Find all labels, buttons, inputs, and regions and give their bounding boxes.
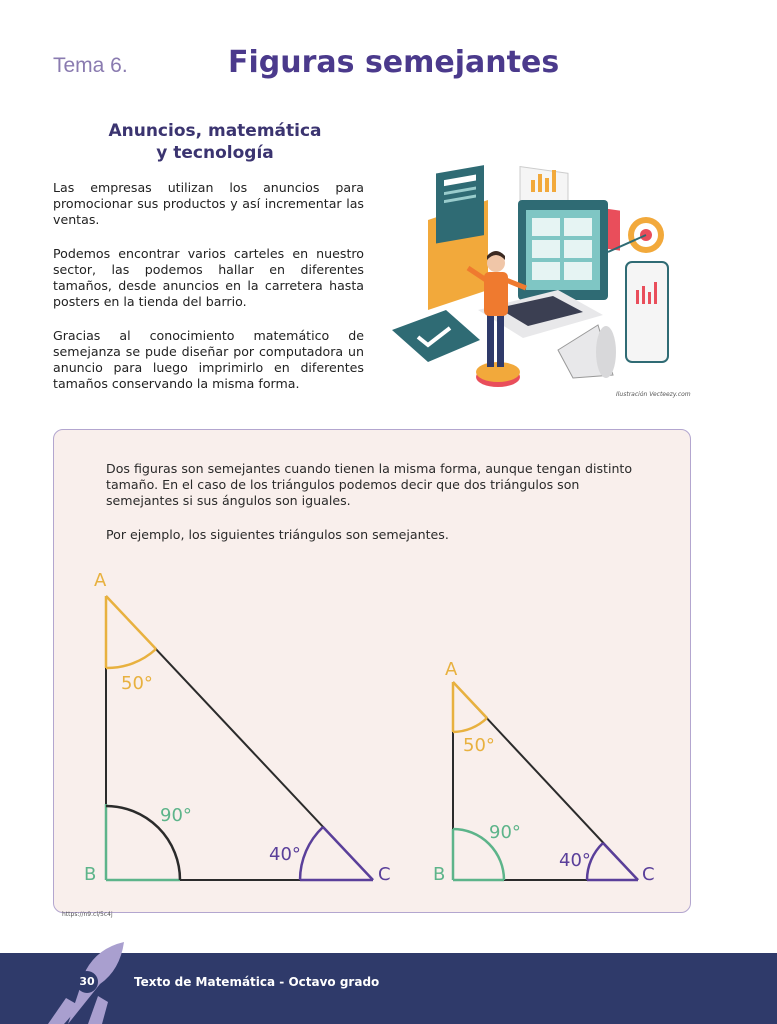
subtitle-line-2: y tecnología [156, 143, 274, 163]
large-angle-c-arc [300, 827, 323, 880]
illustration-credit: Ilustración Vecteezy.com [616, 391, 691, 398]
small-vertex-c-label: C [642, 864, 655, 885]
page-title: Figuras semejantes [228, 45, 560, 80]
large-angle-b-label: 90° [160, 805, 192, 826]
large-triangle [106, 596, 373, 880]
small-angle-b-label: 90° [489, 822, 521, 843]
small-vertex-a-label: A [445, 659, 458, 680]
page-number: 30 [76, 971, 98, 993]
small-triangle [453, 682, 638, 880]
large-vertex-c-label: C [378, 864, 391, 885]
small-angle-a-arc [453, 718, 487, 732]
paragraph-3: Gracias al conocimiento matemático de semejanza se pude diseñar por computadora un anuncio para luego imprimirlo en diferentes tamaños conservando la misma forma. [53, 328, 364, 391]
small-vertex-b-label: B [433, 864, 446, 885]
paragraph-1: Las empresas utilizan los anuncios para promocionar sus productos y así incrementar las ventas. [53, 180, 364, 227]
subtitle-line-1: Anuncios, matemática [108, 121, 322, 141]
definition-text: Dos figuras son semejantes cuando tienen la misma forma, aunque tengan distinto tamaño. En el caso de los triángulos podemos decir que dos triángulos son semejantes si sus ángulos son iguales. [106, 461, 633, 508]
small-angle-a-label: 50° [463, 735, 495, 756]
large-angle-c-label: 40° [269, 844, 301, 865]
large-vertex-a-label: A [94, 570, 107, 591]
example-text: Por ejemplo, los siguientes triángulos son semejantes. [106, 527, 449, 542]
footer-text: Texto de Matemática - Octavo grado [134, 975, 380, 989]
source-link[interactable]: https://n9.cl/5c4j [62, 911, 113, 918]
small-angle-c-label: 40° [559, 850, 591, 871]
paragraph-2: Podemos encontrar varios carteles en nuestro sector, las podemos hallar en diferentes tamaños, desde anuncios en la carretera hasta posters en la tienda del barrio. [53, 246, 364, 309]
large-angle-a-label: 50° [121, 673, 153, 694]
topic-number: Tema 6. [53, 54, 128, 77]
large-vertex-b-label: B [84, 864, 97, 885]
